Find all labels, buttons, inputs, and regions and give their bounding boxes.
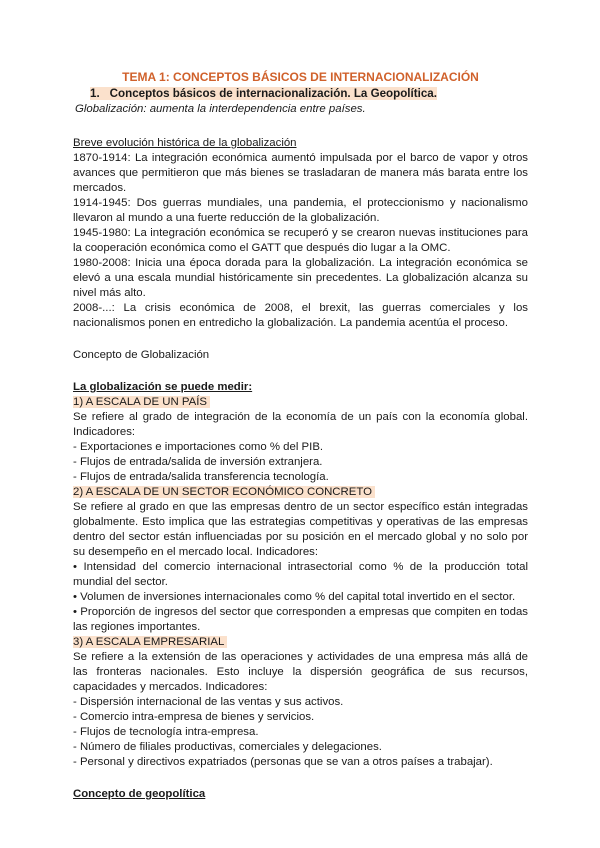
geopolitics-heading: Concepto de geopolítica <box>73 788 206 800</box>
history-heading: Breve evolución histórica de la globalización <box>73 137 297 149</box>
scale1-item-3: - Flujos de entrada/salida transferencia tecnología. <box>73 471 329 483</box>
scale3-intro: Se refiere a la extensión de las operaciones y actividades de una empresa más allá de las fronteras nacionales. Esto incluye la dispersión geográfica de sus recursos, capacidades y mercados. Indicadores: <box>73 651 528 693</box>
scale2-item-3: • Proporción de ingresos del sector que corresponden a empresas que compiten en todas las regiones importantes. <box>73 606 528 633</box>
history-period-2: 1914-1945: Dos guerras mundiales, una pandemia, el proteccionismo y nacionalismo llevaron al mundo a una fuerte reducción de la globalización. <box>73 197 528 224</box>
scale1-intro: Se refiere al grado de integración de la economía de un país con la economía global. Indicadores: <box>73 411 528 438</box>
scale3-item-2: - Comercio intra-empresa de bienes y servicios. <box>73 711 315 723</box>
history-period-5: 2008-...: La crisis económica de 2008, el brexit, las guerras comerciales y los nacionalismos ponen en entredicho la globalización. La pandemia acentúa el proceso. <box>73 302 528 329</box>
measure-heading: La globalización se puede medir: <box>73 381 253 393</box>
scale3-item-3: - Flujos de tecnología intra-empresa. <box>73 726 259 738</box>
scale2-title: 2) A ESCALA DE UN SECTOR ECONÓMICO CONCRETO <box>73 485 528 500</box>
scale3-item-1: - Dispersión internacional de las ventas y sus activos. <box>73 696 344 708</box>
document-page <box>73 70 528 802</box>
scale1-item-1: - Exportaciones e importaciones como % del PIB. <box>73 441 324 453</box>
history-period-4: 1980-2008: Inicia una época dorada para la globalización. La integración económica se elevó a una escala mundial históricamente sin precedentes. La globalización alcanza su nivel más alto. <box>73 257 528 299</box>
subtitle-number: 1. <box>90 87 100 100</box>
document-title: TEMA 1: CONCEPTOS BÁSICOS DE INTERNACIONALIZACIÓN <box>122 70 479 84</box>
scale2-item-1: • Intensidad del comercio internacional intrasectorial como % de la producción total mundial del sector. <box>73 561 528 588</box>
scale1-title: 1) A ESCALA DE UN PAÍS <box>73 395 528 410</box>
scale2-intro: Se refiere al grado en que las empresas dentro de un sector específico están integradas globalmente. Esto implica que las estrategias competitivas y operativas de las empresas dentro del sector están influenciadas por su posición en el mercado global y no solo por su desempeño en el mercado local. Indicadores: <box>73 501 528 558</box>
section-subtitle <box>73 86 528 101</box>
scale3-item-4: - Número de filiales productivas, comerciales y delegaciones. <box>73 741 382 753</box>
subtitle-text: Conceptos básicos de internacionalización. La Geopolítica. <box>109 87 437 100</box>
concept-heading: Concepto de Globalización <box>73 349 210 361</box>
scale3-title: 3) A ESCALA EMPRESARIAL <box>73 635 528 650</box>
history-period-1: 1870-1914: La integración económica aumentó impulsada por el barco de vapor y otros avances que permitieron que más bienes se trasladaran de manera más barata entre los mercados. <box>73 152 528 194</box>
scale1-item-2: - Flujos de entrada/salida de inversión extranjera. <box>73 456 323 468</box>
history-period-3: 1945-1980: La integración económica se recuperó y se crearon nuevas instituciones para la cooperación económica como el GATT que después dio lugar a la OMC. <box>73 227 528 254</box>
scale2-item-2: • Volumen de inversiones internacionales como % del capital total invertido en el sector. <box>73 591 516 603</box>
globalization-definition: Globalización: aumenta la interdependencia entre países. <box>75 103 366 115</box>
scale3-item-5: - Personal y directivos expatriados (personas que se van a otros países a trabajar). <box>73 756 493 768</box>
